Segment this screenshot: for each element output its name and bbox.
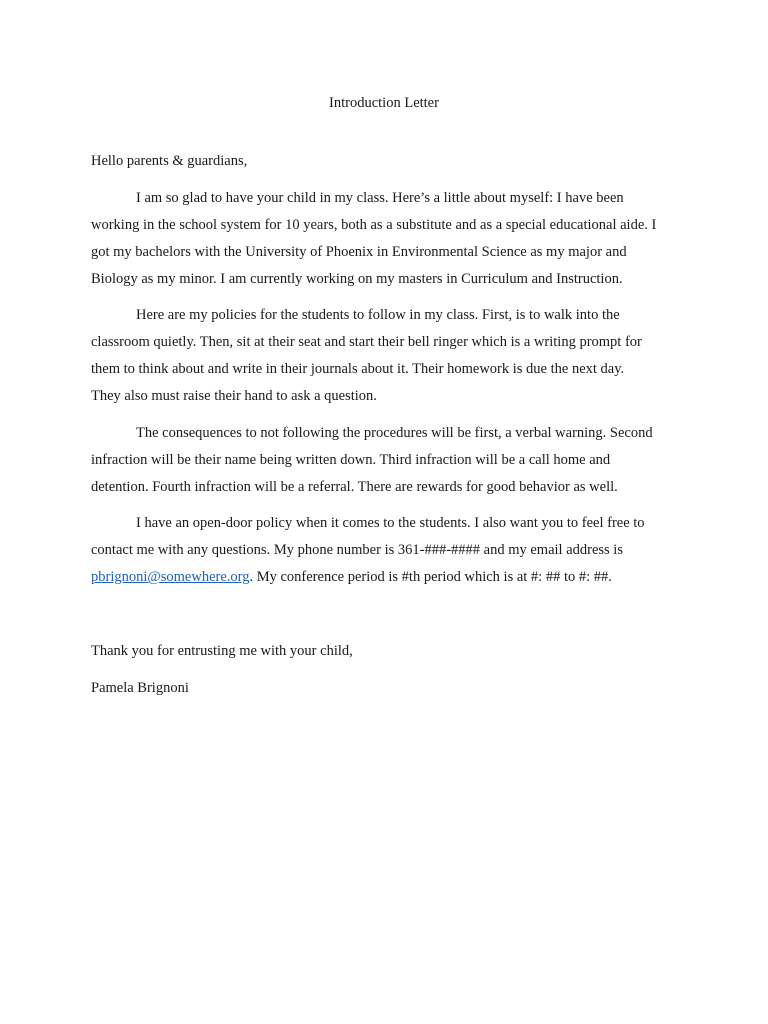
paragraph-policies (91, 302, 691, 410)
paragraph-contact (91, 510, 691, 591)
paragraph-line: infraction will be their name being written down. Third infraction will be a call home and (91, 452, 611, 468)
email-link[interactable]: pbrignoni@somewhere.org (91, 569, 250, 585)
signature-name: Pamela Brignoni (91, 680, 189, 696)
paragraph-line: detention. Fourth infraction will be a referral. There are rewards for good behavior as well. (91, 479, 618, 495)
paragraph-line: I am so glad to have your child in my class. Here’s a little about myself: I have been (136, 190, 624, 206)
paragraph-consequences (91, 420, 691, 501)
paragraph-line: got my bachelors with the University of Phoenix in Environmental Science as my major and (91, 244, 627, 260)
paragraph-line: Here are my policies for the students to follow in my class. First, is to walk into the (136, 307, 620, 323)
paragraph-line: classroom quietly. Then, sit at their seat and start their bell ringer which is a writing prompt for (91, 334, 642, 350)
paragraph-line: contact me with any questions. My phone number is 361-###-#### and my email address is (91, 542, 623, 558)
paragraph-line: working in the school system for 10 years, both as a substitute and as a special educational aide. I (91, 217, 657, 233)
conference-period-text: . My conference period is #th period which is at #: ## to #: ##. (249, 569, 612, 585)
paragraph-about-me (91, 185, 691, 293)
greeting: Hello parents & guardians, (91, 153, 248, 169)
paragraph-line: The consequences to not following the procedures will be first, a verbal warning. Second (136, 425, 653, 441)
paragraph-line: I have an open-door policy when it comes to the students. I also want you to feel free to (136, 515, 645, 531)
paragraph-line: them to think about and write in their journals about it. Their homework is due the next day. (91, 361, 625, 377)
page-title: Introduction Letter (329, 95, 439, 111)
closing-line: Thank you for entrusting me with your child, (91, 643, 353, 659)
paragraph-line (91, 564, 691, 591)
paragraph-line: They also must raise their hand to ask a question. (91, 388, 377, 404)
paragraph-line: Biology as my minor. I am currently working on my masters in Curriculum and Instruction. (91, 271, 623, 287)
